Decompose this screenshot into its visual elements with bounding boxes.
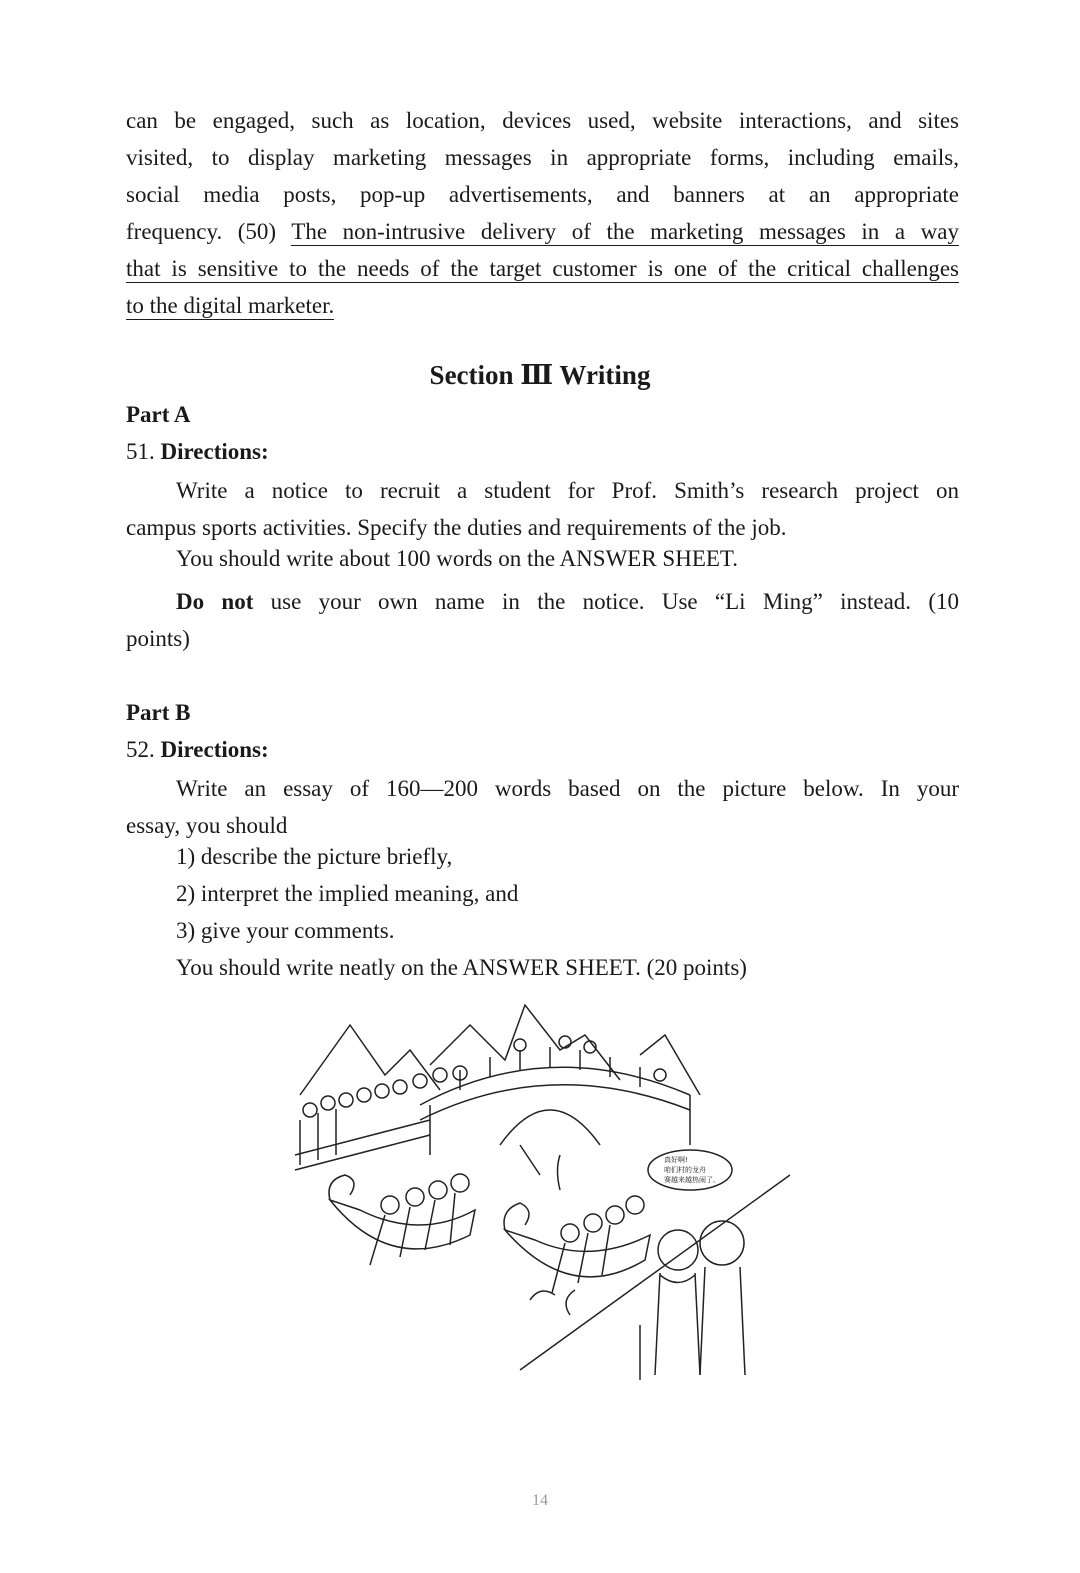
list-item: 3) give your comments. (176, 918, 395, 943)
name-instruction-rest: use your own name in the notice. Use “Li Ming” instead. (10 (253, 589, 960, 614)
part-a-heading: Part A (126, 402, 191, 427)
mountain-left (300, 1025, 440, 1095)
mountain-right (640, 1035, 700, 1095)
points-line: points) (126, 626, 190, 651)
closing-instruction: You should write neatly on the ANSWER SHEET. (20 points) (176, 955, 747, 980)
directions-line: Write a notice to recruit a student for Prof. Smith’s research project on (176, 478, 959, 503)
speech-bubble-line: 赛越来越热闹了。 (664, 1176, 720, 1184)
page-number: 14 (532, 1492, 548, 1509)
scene-line (520, 1175, 790, 1370)
underlined-answer-line: to the digital marketer. (126, 293, 335, 318)
directions-line: Write an essay of 160—200 words based on the picture below. In your (176, 776, 959, 801)
paragraph-line-4 (126, 213, 959, 250)
underlined-answer-line: that is sensitive to the needs of the target customer is one of the critical challenges (126, 256, 959, 281)
water-waves (520, 1145, 575, 1315)
part-b-directions (126, 770, 959, 807)
part-b-directions-line2: essay, you should (126, 813, 288, 838)
part-b-heading: Part B (126, 700, 191, 725)
list-item: 1) describe the picture briefly, (176, 844, 453, 869)
question-number: 52. (126, 737, 155, 762)
name-instruction (126, 583, 959, 620)
underlined-answer-end (126, 287, 959, 324)
paragraph-line: social media posts, pop-up advertisements, and banners at an appropriate (126, 182, 959, 207)
crowd-left (300, 1066, 467, 1165)
section-title: Section Ⅲ Writing (429, 360, 651, 390)
speech-bubble-line: 真好啊! (664, 1156, 688, 1164)
question-number: 51. (126, 439, 155, 464)
underlined-answer-line-wrap (126, 250, 959, 287)
directions-label: Directions: (160, 439, 269, 464)
question-50-label: frequency. (50) (126, 219, 277, 244)
name-instruction-line (126, 583, 959, 620)
river-bank (295, 1120, 430, 1170)
stone-bridge (420, 1036, 690, 1155)
dragon-boat-cartoon (290, 995, 810, 1395)
top-paragraph (126, 102, 959, 287)
question-51-header (126, 439, 269, 465)
speech-bubble-line: 咱们村的龙舟 (664, 1166, 706, 1174)
list-item: 2) interpret the implied meaning, and (176, 881, 519, 906)
dragon-boat-right (504, 1196, 650, 1293)
paragraph-line: visited, to display marketing messages in appropriate forms, including emails, (126, 145, 959, 170)
underlined-answer-line: The non-intrusive delivery of the marketing messages in a way (291, 219, 959, 244)
word-count-instruction: You should write about 100 words on the ANSWER SHEET. (176, 546, 739, 571)
paragraph-line: can be engaged, such as location, devices used, website interactions, and sites (126, 108, 959, 133)
do-not-emphasis: Do not (176, 589, 254, 614)
part-a-directions-line2: campus sports activities. Specify the duties and requirements of the job. (126, 515, 787, 540)
question-52-header (126, 737, 269, 763)
part-a-directions (126, 472, 959, 509)
dragon-boat-left (329, 1174, 475, 1265)
directions-label: Directions: (160, 737, 269, 762)
